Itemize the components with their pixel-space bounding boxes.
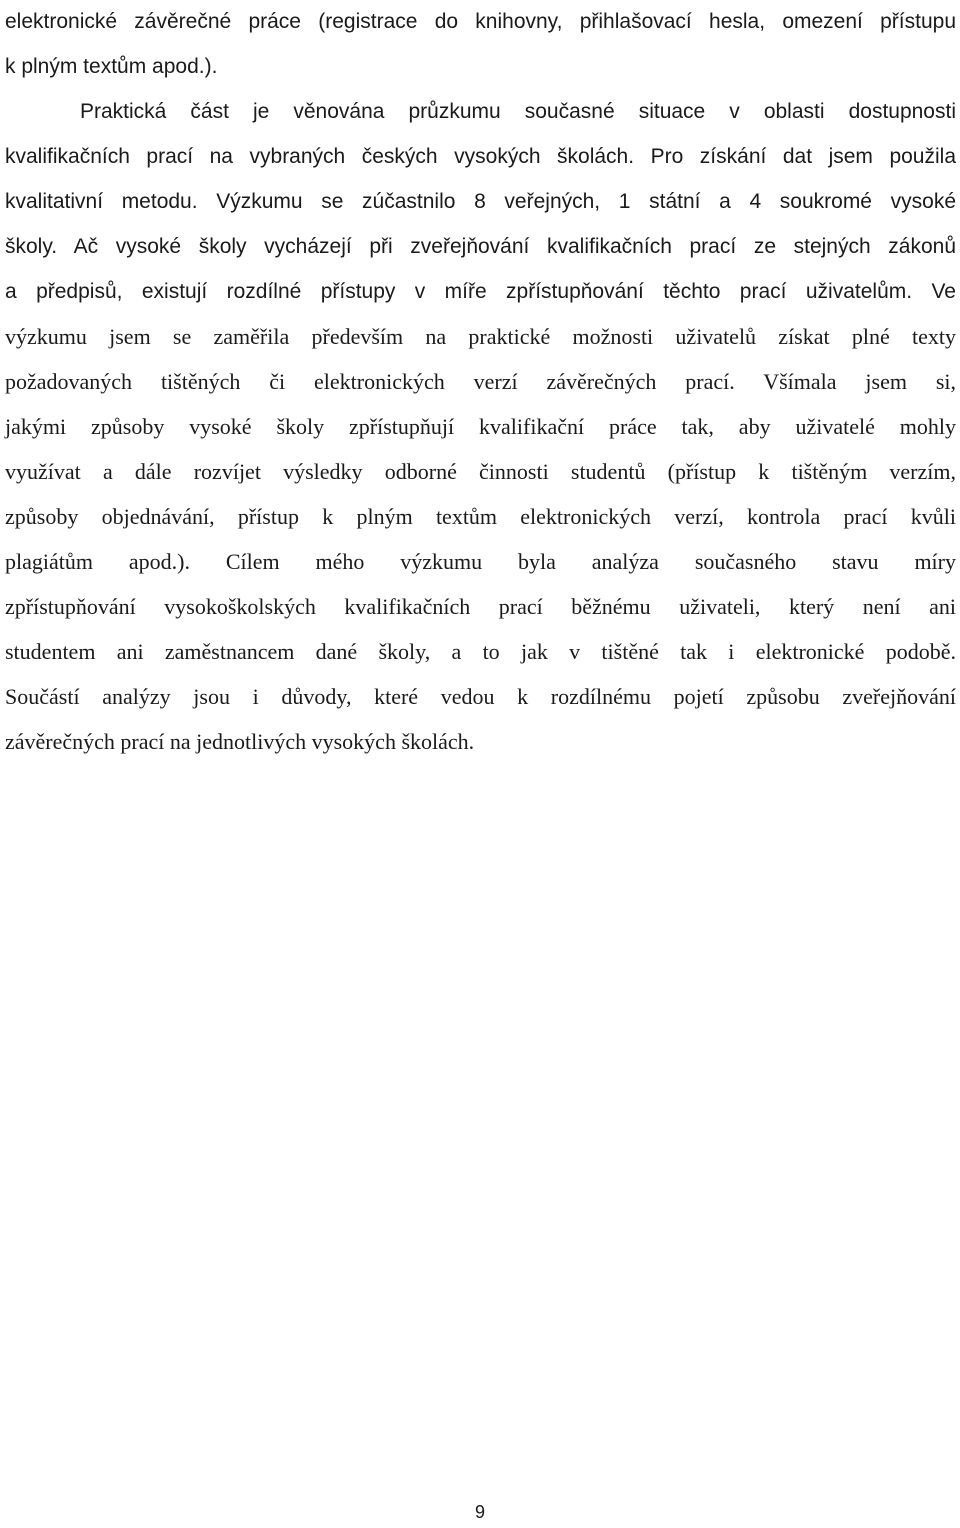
body-text: [5, 0, 956, 764]
text-line: plagiátům apod.). Cílem mého výzkumu byla analýza současného stavu míry: [5, 549, 956, 574]
text-line: kvalitativní metodu. Výzkumu se zúčastnilo 8 veřejných, 1 státní a 4 soukromé vysoké: [5, 190, 956, 213]
text-line: závěrečných prací na jednotlivých vysokých školách.: [5, 729, 475, 754]
text-line: kvalifikačních prací na vybraných českých vysokých školách. Pro získání dat jsem použila: [5, 145, 956, 168]
text-line: a předpisů, existují rozdílné přístupy v míře zpřístupňování těchto prací uživatelům. Ve: [5, 280, 956, 303]
text-line: elektronické závěrečné práce (registrace do knihovny, přihlašovací hesla, omezení přístupu: [5, 10, 956, 33]
text-line: způsoby objednávání, přístup k plným textům elektronických verzí, kontrola prací kvůli: [5, 504, 956, 529]
text-line: Součástí analýzy jsou i důvody, které vedou k rozdílnému pojetí způsobu zveřejňování: [5, 684, 956, 709]
text-line: studentem ani zaměstnancem dané školy, a to jak v tištěné tak i elektronické podobě.: [5, 639, 956, 664]
text-line: výzkumu jsem se zaměřila především na praktické možnosti uživatelů získat plné texty: [5, 324, 956, 349]
text-line: Praktická část je věnována průzkumu současné situace v oblasti dostupnosti: [80, 100, 956, 123]
page-number: 9: [474, 1502, 485, 1522]
text-line: jakými způsoby vysoké školy zpřístupňují kvalifikační práce tak, aby uživatelé mohly: [5, 414, 956, 439]
text-line: k plným textům apod.).: [5, 55, 218, 78]
text-line: požadovaných tištěných či elektronických verzí závěrečných prací. Všímala jsem si,: [5, 369, 956, 394]
text-line: školy. Ač vysoké školy vycházejí při zveřejňování kvalifikačních prací ze stejných zákonů: [5, 235, 956, 258]
text-line: zpřístupňování vysokoškolských kvalifikačních prací běžnému uživateli, který není ani: [5, 594, 956, 619]
text-line: využívat a dále rozvíjet výsledky odborné činnosti studentů (přístup k tištěným verzím,: [5, 459, 956, 484]
